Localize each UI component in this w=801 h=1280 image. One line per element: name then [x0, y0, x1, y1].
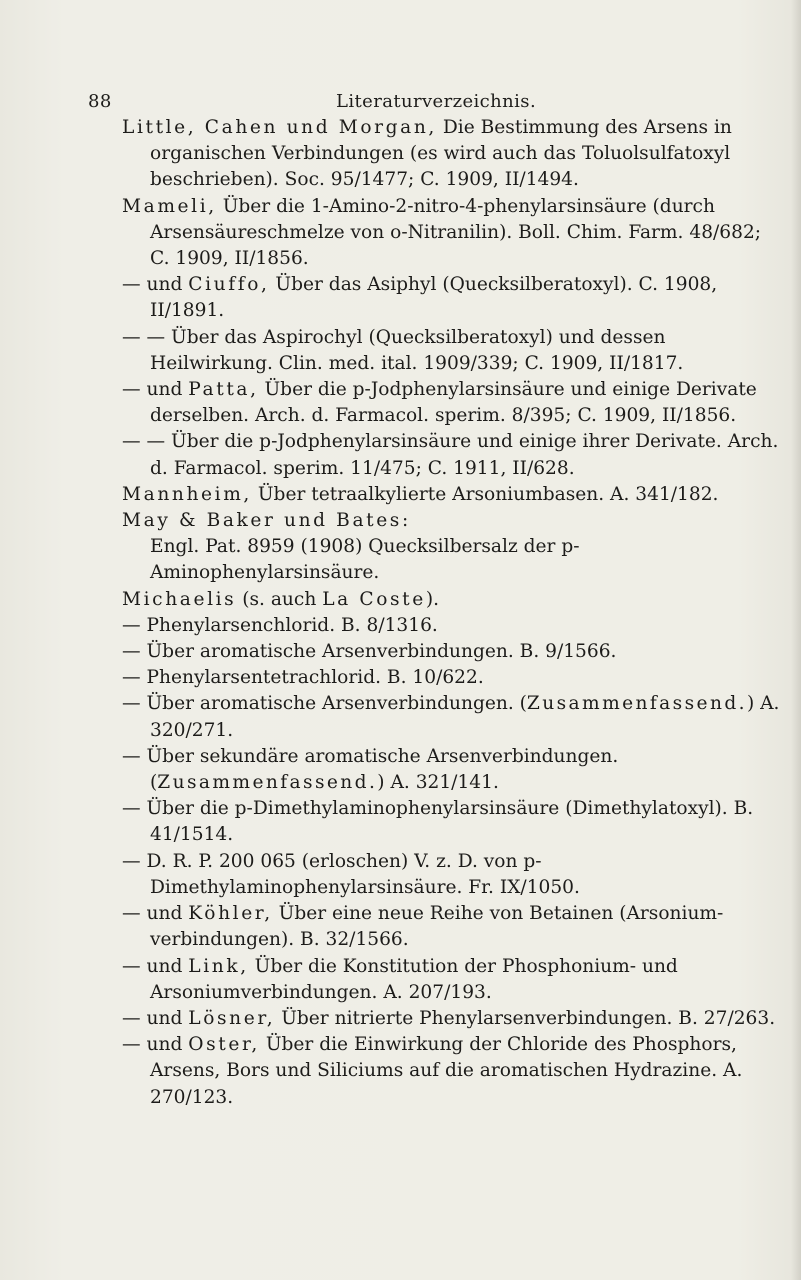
entry-text: Die Bestimmung des Arsens in organischen Verbindungen (es wird auch das Toluolsulfatoxyl beschrieben). Soc. 95/1477; C. 1909, II/1494. [150, 117, 732, 191]
spaced-note: Zusammenfassend. [157, 772, 378, 794]
entry-prefix: — und [122, 379, 183, 401]
bibliography-entry [122, 508, 782, 587]
entry-prefix: — [122, 850, 141, 872]
author-name: Oster, [188, 1034, 260, 1056]
author-name: Michaelis [122, 588, 237, 610]
bibliography-entry [122, 482, 782, 508]
cross-reference-name: La Coste [322, 588, 426, 610]
spaced-note: Zusammenfassend. [526, 693, 747, 715]
bibliography-entry [122, 429, 782, 481]
entry-text: Über aromatische Arsenverbindungen. B. 9/1566. [146, 641, 617, 663]
entry-prefix: — [122, 641, 141, 663]
bibliography-entry [122, 744, 782, 796]
running-title: Literaturverzeichnis. [336, 91, 537, 112]
bibliography-entry [122, 796, 782, 848]
entry-text: Über die Konstitution der Phosphonium- und Arsoniumverbindungen. A. 207/193. [150, 955, 678, 1003]
author-name: Mameli, [122, 195, 217, 217]
author-name: Patta, [188, 379, 259, 401]
page-header [88, 91, 788, 115]
entry-text: Über tetraalkylierte Arsoniumbasen. A. 341/182. [257, 483, 719, 505]
entry-prefix: — [122, 667, 141, 689]
bibliography-list [122, 115, 782, 1111]
bibliography-entry [122, 377, 782, 429]
entry-prefix: — [122, 614, 141, 636]
entry-text: Engl. Pat. 8959 (1908) Quecksilbersalz der p-Aminophenylarsinsäure. [150, 536, 580, 584]
bibliography-entry [122, 639, 782, 665]
author-name: Little, Cahen und Morgan, [122, 117, 437, 138]
entry-text: Über die p-Dimethylaminophenylarsinsäure (Dimethylatoxyl). B. 41/1514. [146, 798, 754, 846]
bibliography-entry [122, 665, 782, 691]
bibliography-entry [122, 325, 782, 377]
bibliography-entry [122, 901, 782, 953]
author-name: Köhler, [188, 903, 273, 925]
bibliography-entry [122, 1006, 782, 1032]
entry-text: Über sekundäre aromatische Arsenverbindungen. ( [146, 745, 619, 794]
entry-text: (s. auch [242, 588, 317, 610]
author-name: Ciuffo, [188, 274, 270, 296]
entry-text: Über die Einwirkung der Chloride des Phosphors, Arsens, Bors und Siliciums auf die aromatischen Hydrazine. A. 270/123. [150, 1034, 743, 1108]
bibliography-entry [122, 613, 782, 639]
bibliography-entry [122, 587, 782, 613]
page-edge-shadow [791, 0, 801, 1280]
bibliography-entry [122, 954, 782, 1006]
bibliography-entry [122, 849, 782, 901]
entry-text: Über die 1-Amino-2-nitro-4-phenylarsinsäure (durch Arsensäureschmelze von o-Nitranilin). Boll. Chim. Farm. 48/682; C. 1909, II/1856. [150, 195, 762, 270]
entry-prefix: — und [122, 274, 183, 296]
entry-prefix: — — [122, 431, 166, 453]
entry-text: Über die p-Jodphenylarsinsäure und einige Derivate derselben. Arch. d. Farmacol. sperim. 8/395; C. 1909, II/1856. [150, 379, 757, 427]
entry-prefix: — und [122, 903, 183, 925]
entry-text: Über nitrierte Phenylarsenverbindungen. B. 27/263. [281, 1007, 776, 1029]
entry-text: Phenylarsentetrachlorid. B. 10/622. [146, 667, 484, 689]
author-name: Mannheim, [122, 483, 252, 505]
entry-prefix: — und [122, 1034, 183, 1056]
entry-text: D. R. P. 200 065 (erloschen) V. z. D. von p-Dimethylaminophenylarsinsäure. Fr. IX/1050. [146, 850, 580, 898]
author-name: Link, [188, 955, 249, 977]
bibliography-entry [122, 1032, 782, 1111]
entry-text-end: ). [425, 588, 439, 610]
bibliography-entry [122, 691, 782, 743]
entry-text: Über eine neue Reihe von Betainen (Arsonium-verbindungen). B. 32/1566. [150, 903, 724, 951]
bibliography-entry [122, 194, 782, 273]
bibliography-entry [122, 272, 782, 324]
entry-text: Über aromatische Arsenverbindungen. ( [146, 693, 527, 715]
entry-prefix: — und [122, 1007, 183, 1029]
author-name: May & Baker und Bates: [122, 510, 411, 532]
entry-text-end: ) A. 321/141. [377, 772, 499, 794]
entry-text: Über das Aspirochyl (Quecksilberatoxyl) und dessen Heilwirkung. Clin. med. ital. 1909/339; C. 1909, II/1817. [150, 326, 684, 374]
entry-prefix: — [122, 798, 141, 820]
entry-prefix: — und [122, 955, 183, 977]
entry-text: Über das Asiphyl (Quecksilberatoxyl). C. 1908, II/1891. [150, 274, 718, 322]
entry-text: Über die p-Jodphenylarsinsäure und einige ihrer Derivate. Arch. d. Farmacol. sperim. 11/475; C. 1911, II/628. [150, 431, 779, 479]
entry-prefix: — — [122, 326, 166, 348]
page-number: 88 [88, 91, 112, 112]
entry-text-end: ) A. 320/271. [150, 693, 780, 741]
entry-prefix: — [122, 693, 141, 715]
author-name: Lösner, [188, 1007, 276, 1029]
entry-text: Phenylarsenchlorid. B. 8/1316. [146, 614, 438, 636]
entry-prefix: — [122, 745, 141, 767]
bibliography-entry [122, 115, 782, 194]
